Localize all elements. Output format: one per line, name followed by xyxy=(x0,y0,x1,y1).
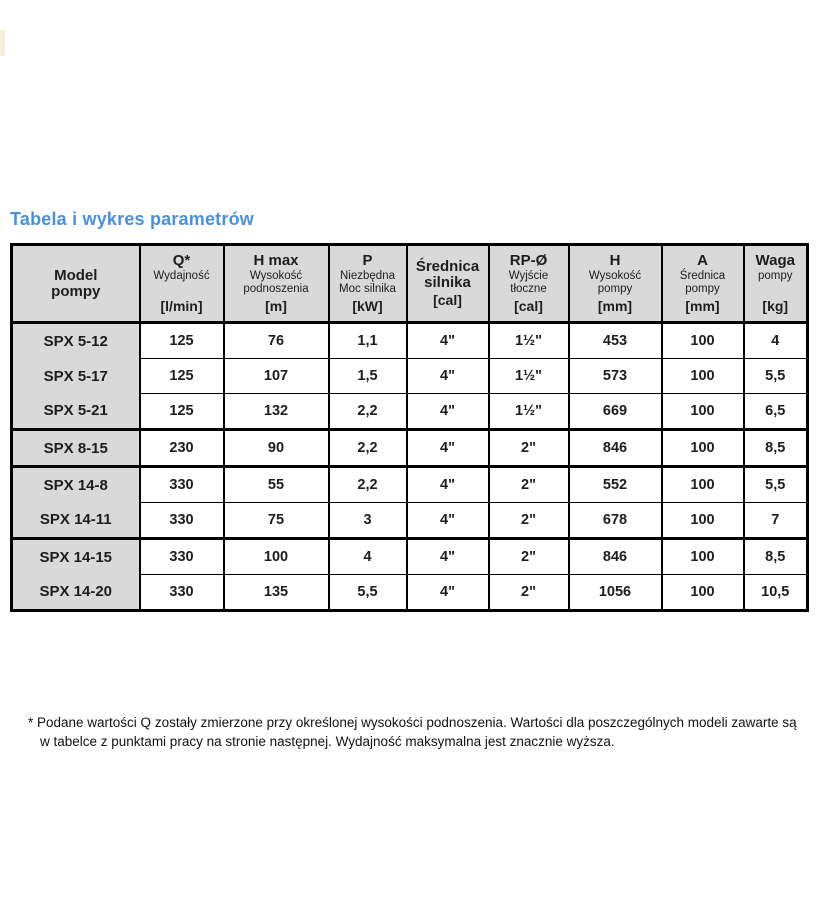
value-cell: 100 xyxy=(662,503,744,539)
col-header-unit: [m] xyxy=(265,298,287,314)
table-row xyxy=(12,359,808,394)
value-cell: 4" xyxy=(407,359,489,394)
value-cell: 4 xyxy=(744,323,808,359)
col-header-unit: [cal] xyxy=(433,292,462,308)
value-cell: 5,5 xyxy=(744,359,808,394)
value-cell: 678 xyxy=(569,503,662,539)
footnote xyxy=(28,713,800,751)
col-header-subtitle: Średnica pompy xyxy=(679,270,726,295)
value-cell: 90 xyxy=(224,430,329,467)
pump-table-body xyxy=(12,323,808,611)
col-header-subtitle: Wyjście tłoczne xyxy=(508,270,549,295)
value-cell: 1½" xyxy=(489,323,569,359)
value-cell: 4" xyxy=(407,539,489,575)
value-cell: 2" xyxy=(489,539,569,575)
value-cell: 4" xyxy=(407,323,489,359)
col-header-model xyxy=(12,245,140,323)
col-header-title: Waga xyxy=(755,252,795,269)
table-row xyxy=(12,467,808,503)
value-cell: 330 xyxy=(140,575,224,611)
value-cell: 100 xyxy=(662,359,744,394)
model-cell: SPX 14-11 xyxy=(12,503,140,539)
col-header-subtitle: Wysokość podnoszenia xyxy=(243,270,309,295)
value-cell: 552 xyxy=(569,467,662,503)
value-cell: 100 xyxy=(662,323,744,359)
value-cell: 4 xyxy=(329,539,407,575)
col-header-title: Q* xyxy=(172,252,191,269)
col-header-unit: [kW] xyxy=(352,298,383,314)
table-header-row xyxy=(12,245,808,323)
model-cell: SPX 8-15 xyxy=(12,430,140,467)
col-header-title: silnika xyxy=(424,274,471,291)
value-cell: 55 xyxy=(224,467,329,503)
value-cell: 100 xyxy=(662,430,744,467)
table-row xyxy=(12,503,808,539)
value-cell: 4" xyxy=(407,394,489,430)
value-cell: 125 xyxy=(140,359,224,394)
model-cell: SPX 5-17 xyxy=(12,359,140,394)
value-cell: 2" xyxy=(489,575,569,611)
col-header-h xyxy=(569,245,662,323)
value-cell: 8,5 xyxy=(744,430,808,467)
col-header-title: Średnica xyxy=(415,258,480,275)
col-header-title: pompy xyxy=(51,282,101,300)
value-cell: 4" xyxy=(407,467,489,503)
value-cell: 573 xyxy=(569,359,662,394)
value-cell: 4" xyxy=(407,430,489,467)
value-cell: 2" xyxy=(489,430,569,467)
col-header-subtitle: Niezbędna Moc silnika xyxy=(339,270,396,295)
value-cell: 1,5 xyxy=(329,359,407,394)
table-row xyxy=(12,323,808,359)
col-header-title: H xyxy=(609,252,621,269)
value-cell: 330 xyxy=(140,539,224,575)
value-cell: 3 xyxy=(329,503,407,539)
value-cell: 2,2 xyxy=(329,467,407,503)
value-cell: 4" xyxy=(407,575,489,611)
value-cell: 2" xyxy=(489,467,569,503)
col-header-a xyxy=(662,245,744,323)
value-cell: 7 xyxy=(744,503,808,539)
col-header-hmax xyxy=(224,245,329,323)
col-header-unit: [cal] xyxy=(514,298,543,314)
value-cell: 135 xyxy=(224,575,329,611)
value-cell: 2" xyxy=(489,503,569,539)
col-header-q xyxy=(140,245,224,323)
col-header-subtitle: pompy xyxy=(757,270,793,282)
value-cell: 5,5 xyxy=(329,575,407,611)
value-cell: 100 xyxy=(662,575,744,611)
value-cell: 2,2 xyxy=(329,394,407,430)
value-cell: 1056 xyxy=(569,575,662,611)
col-header-title: H max xyxy=(253,252,299,269)
model-cell: SPX 5-21 xyxy=(12,394,140,430)
value-cell: 100 xyxy=(662,467,744,503)
parameters-table xyxy=(10,243,809,612)
col-header-subtitle: Wydajność xyxy=(153,270,210,282)
value-cell: 100 xyxy=(662,394,744,430)
table-row xyxy=(12,575,808,611)
col-header-unit: [l/min] xyxy=(160,298,203,314)
col-header-title: RP-Ø xyxy=(509,252,548,269)
model-cell: SPX 14-15 xyxy=(12,539,140,575)
value-cell: 846 xyxy=(569,539,662,575)
col-header-unit: [mm] xyxy=(597,298,633,314)
col-header-title: P xyxy=(362,252,373,269)
value-cell: 6,5 xyxy=(744,394,808,430)
value-cell: 125 xyxy=(140,323,224,359)
value-cell: 453 xyxy=(569,323,662,359)
value-cell: 100 xyxy=(224,539,329,575)
value-cell: 1½" xyxy=(489,394,569,430)
value-cell: 2,2 xyxy=(329,430,407,467)
col-header-unit: [mm] xyxy=(685,298,720,314)
table-row xyxy=(12,430,808,467)
page-title: Tabela i wykres parametrów xyxy=(10,209,254,229)
value-cell: 230 xyxy=(140,430,224,467)
value-cell: 10,5 xyxy=(744,575,808,611)
page-edge-artifact xyxy=(0,30,5,56)
col-header-weight xyxy=(744,245,808,323)
table-row xyxy=(12,539,808,575)
value-cell: 5,5 xyxy=(744,467,808,503)
value-cell: 107 xyxy=(224,359,329,394)
footnote-line: w tabelce z punktami pracy na stronie następnej. Wydajność maksymalna jest znacznie wyższa. xyxy=(40,734,615,749)
col-header-p xyxy=(329,245,407,323)
col-header-motor-diameter xyxy=(407,245,489,323)
model-cell: SPX 14-20 xyxy=(12,575,140,611)
value-cell: 1½" xyxy=(489,359,569,394)
value-cell: 4" xyxy=(407,503,489,539)
value-cell: 330 xyxy=(140,467,224,503)
value-cell: 1,1 xyxy=(329,323,407,359)
value-cell: 76 xyxy=(224,323,329,359)
col-header-unit: [kg] xyxy=(762,298,789,314)
value-cell: 330 xyxy=(140,503,224,539)
value-cell: 8,5 xyxy=(744,539,808,575)
value-cell: 846 xyxy=(569,430,662,467)
value-cell: 669 xyxy=(569,394,662,430)
value-cell: 132 xyxy=(224,394,329,430)
col-header-subtitle: Wysokość pompy xyxy=(588,270,642,295)
value-cell: 75 xyxy=(224,503,329,539)
value-cell: 100 xyxy=(662,539,744,575)
footnote-line: * Podane wartości Q zostały zmierzone przy określonej wysokości podnoszenia. Wartości dla poszczególnych modeli zawarte są xyxy=(28,715,797,730)
col-header-rp xyxy=(489,245,569,323)
col-header-title: Model xyxy=(54,266,98,284)
value-cell: 125 xyxy=(140,394,224,430)
table-row xyxy=(12,394,808,430)
model-cell: SPX 14-8 xyxy=(12,467,140,503)
col-header-title: A xyxy=(697,252,708,269)
model-cell: SPX 5-12 xyxy=(12,323,140,359)
